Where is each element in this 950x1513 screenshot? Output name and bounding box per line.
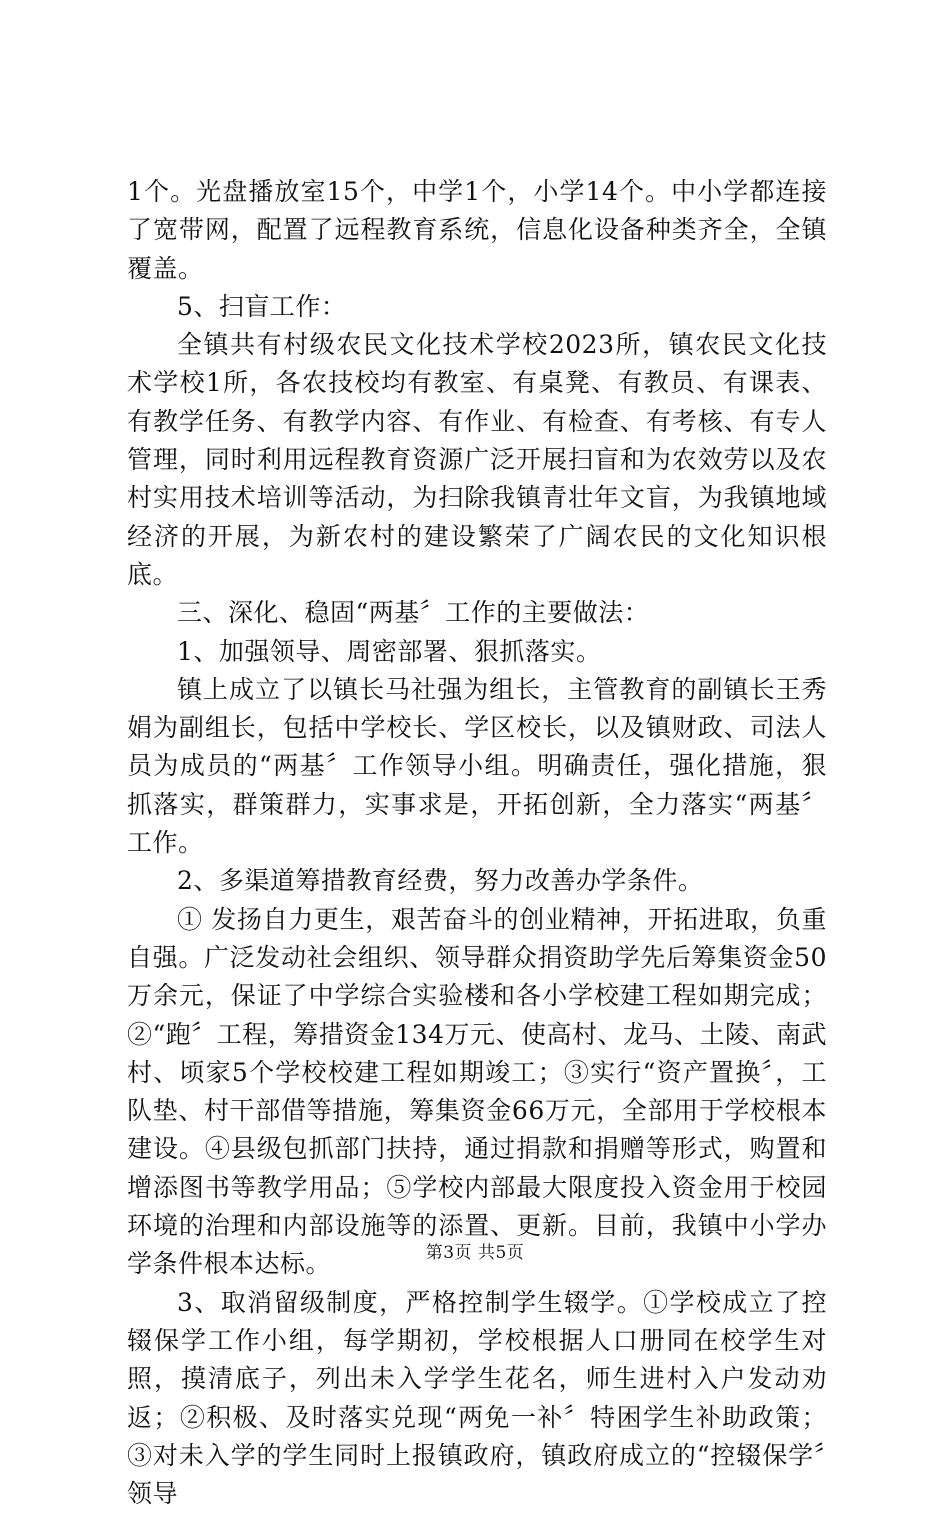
- paragraph-leadership: 镇上成立了以镇长马社强为组长，主管教育的副镇长王秀娟为副组长，包括中学校长、学区校长，以及镇财政、司法人员为成员的“两基〞工作领导小组。明确责任，强化措施，狠抓落实，群策群力，实事求是，开拓创新，全力落实“两基〞工作。: [127, 674, 827, 858]
- paragraph-dropout-control: 3、取消留级制度，严格控制学生辍学。①学校成立了控辍保学工作小组，每学期初，学校根据人口册同在校学生对照，摸清底子，列出未入学学生花名，师生进村入户发动劝返；②积极、及时落实兑现“两免一补〞特困学生补助政策；③对未入学的学生同时上报镇政府，镇政府成立的“控辍保学〞领导: [127, 1287, 827, 1509]
- subheading-leadership: 1、加强领导、周密部署、狠抓落实。: [177, 636, 602, 666]
- paragraph-funding: ① 发扬自力更生，艰苦奋斗的创业精神，开拓进取，负重自强。广泛发动社会组织、领导群众捐资助学先后筹集资金50万余元，保证了中学综合实验楼和各小学校建工程如期完成；②“跑〞工程，筹措资金134万元、使高村、龙马、土陵、南武村、顷家5个学校校建工程如期竣工；③实行“资产置换〞，工队垫、村干部借等措施，筹集资金66万元，全部用于学校根本建设。④县级包抓部门扶持，通过捐款和捐赠等形式，购置和增添图书等教学用品；⑤学校内部最大限度投入资金用于校园环境的治理和内部设施等的添置、更新。目前，我镇中小学办学条件根本达标。: [127, 904, 828, 1279]
- paragraph-continuation: 1个。光盘播放室15个，中学1个，小学14个。中小学都连接了宽带网，配置了远程教育系统，信息化设备种类齐全，全镇覆盖。: [127, 177, 827, 283]
- section-heading-literacy: 5、扫盲工作：: [177, 291, 347, 321]
- page-footer: 第3页 共5页: [425, 1243, 525, 1263]
- subheading-funding: 2、多渠道筹措教育经费，努力改善办学条件。: [177, 866, 704, 896]
- section-heading-main-practices: 三、深化、稳固“两基〞工作的主要做法：: [177, 598, 650, 628]
- document-body: [127, 173, 827, 1513]
- paragraph-literacy: 全镇共有村级农民文化技术学校2023所，镇农民文化技术学校1所，各农技校均有教室、有桌凳、有教员、有课表、有教学任务、有教学内容、有作业、有检查、有考核、有专人管理，同时利用远程教育资源广泛开展扫盲和为农效劳以及农村实用技术培训等活动，为扫除我镇青壮年文盲，为我镇地域经济的开展，为新农村的建设繁荣了广阔农民的文化知识根底。: [127, 330, 827, 589]
